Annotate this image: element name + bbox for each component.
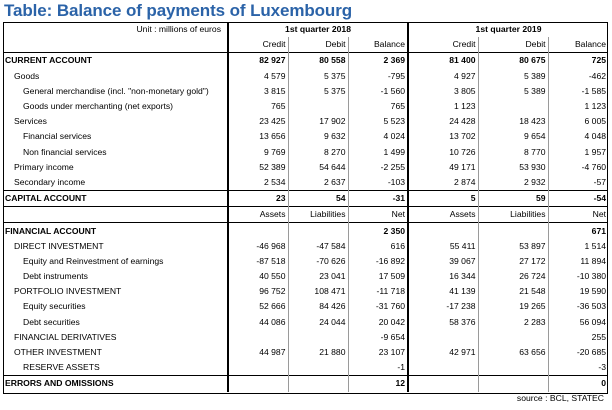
cell-value: 82 927 [228,53,288,69]
table-row [3,145,608,160]
row-label: Equity and Reinvestment of earnings [23,255,164,266]
cell-value: 725 [548,53,608,69]
cell-value: -9 654 [348,330,408,345]
cell-value [478,330,548,345]
cell-value: 4 024 [348,129,408,144]
cell-value: 1 514 [548,239,608,254]
cell-value: 2 932 [478,175,548,191]
table-row [3,360,608,376]
cell-value [288,330,348,345]
cell-value: -57 [548,175,608,191]
cell-value: Assets [408,207,478,223]
cell-value: 9 654 [478,129,548,144]
cell-value: 2 350 [348,223,408,239]
table-row [3,315,608,330]
cell-value: -87 518 [228,254,288,269]
cell-value: -3 [548,360,608,376]
cell-value: 2 534 [228,175,288,191]
cell-value: -16 892 [348,254,408,269]
cell-value: 17 509 [348,269,408,284]
cell-value: 84 426 [288,299,348,314]
table-row [3,223,608,239]
cell-value: 80 675 [478,53,548,69]
cell-value: 16 344 [408,269,478,284]
cell-value: 55 411 [408,239,478,254]
cell-value: 4 048 [548,129,608,144]
cell-value: Liabilities [288,207,348,223]
cell-value: 44 987 [228,345,288,360]
cell-value: -1 585 [548,84,608,99]
table-body [3,22,608,392]
cell-value: 5 389 [478,69,548,84]
cell-value: 1 957 [548,145,608,160]
cell-value: 5 523 [348,114,408,129]
row-label: Goods under merchanting (net exports) [23,101,173,112]
cell-value: 4 579 [228,69,288,84]
cell-value: -17 238 [408,299,478,314]
row-label: PORTFOLIO INVESTMENT [14,286,122,297]
table-row [3,53,608,69]
cell-value [228,223,288,239]
cell-value: 6 005 [548,114,608,129]
cell-value [288,223,348,239]
cell-value: 40 550 [228,269,288,284]
table-row [3,84,608,99]
table-row [3,99,608,114]
row-label: Secondary income [14,176,86,187]
row-label: ERRORS AND OMISSIONS [3,376,228,392]
cell-value: 24 044 [288,315,348,330]
cell-value [288,99,348,114]
table-row [3,269,608,284]
cell-value [408,330,478,345]
row-label: Debt instruments [23,271,88,282]
cell-value [478,223,548,239]
cell-value: 5 375 [288,84,348,99]
row-label: Non financial services [23,146,107,157]
row-label: Equity securities [23,301,86,312]
period-header-row [3,22,608,37]
row-label [3,207,228,223]
table-row [3,284,608,299]
cell-value: 4 927 [408,69,478,84]
source-note: source : BCL, STATEC [516,393,604,403]
cell-value: 3 815 [228,84,288,99]
cell-value: 54 [288,191,348,207]
cell-value: -1 [348,360,408,376]
cell-value: -2 255 [348,160,408,175]
period-2019: 1st quarter 2019 [408,22,608,37]
cell-value: Assets [228,207,288,223]
cell-value: 2 637 [288,175,348,191]
cell-value: 24 428 [408,114,478,129]
cell-value: 1 499 [348,145,408,160]
cell-value [408,360,478,376]
row-label: FINANCIAL DERIVATIVES [14,331,117,342]
cell-value: 63 656 [478,345,548,360]
table-row [3,114,608,129]
table-row [3,129,608,144]
cell-value: 27 172 [478,254,548,269]
row-label: Financial services [23,131,92,142]
cell-value: 2 874 [408,175,478,191]
cell-value: 765 [348,99,408,114]
cell-value: -20 685 [548,345,608,360]
cell-value: 10 726 [408,145,478,160]
cell-value: 9 632 [288,129,348,144]
cell-value: 21 880 [288,345,348,360]
cell-value: 1 123 [548,99,608,114]
cell-value: 19 590 [548,284,608,299]
cell-value [288,360,348,376]
cell-value: 17 902 [288,114,348,129]
cell-value: 12 [348,376,408,392]
cell-value [228,330,288,345]
col-header-debit-2019: Debit [478,37,548,53]
column-header-row [3,207,608,223]
cell-value: 19 265 [478,299,548,314]
cell-value [408,376,478,392]
cell-value: 59 [478,191,548,207]
col-header-debit-2018: Debit [288,37,348,53]
balance-of-payments-table [3,22,608,392]
cell-value: 8 770 [478,145,548,160]
cell-value: 2 283 [478,315,548,330]
table-row [3,160,608,175]
table-row [3,175,608,191]
col-header-credit-2018: Credit [228,37,288,53]
cell-value: -54 [548,191,608,207]
cell-value: 39 067 [408,254,478,269]
row-label: FINANCIAL ACCOUNT [3,223,228,239]
cell-value: 671 [548,223,608,239]
column-header-row [3,37,608,53]
col-header-balance-2019: Balance [548,37,608,53]
cell-value: 0 [548,376,608,392]
row-label: General merchandise (incl. "non-monetary gold") [23,85,209,96]
cell-value: 53 897 [478,239,548,254]
cell-value: 52 666 [228,299,288,314]
cell-value: -103 [348,175,408,191]
cell-value: 52 389 [228,160,288,175]
cell-value: 255 [548,330,608,345]
cell-value: 616 [348,239,408,254]
row-label: Goods [14,70,40,81]
cell-value: 23 [228,191,288,207]
cell-value: -1 560 [348,84,408,99]
row-label: RESERVE ASSETS [23,362,100,373]
row-label: CAPITAL ACCOUNT [3,191,228,207]
unit-label: Unit : millions of euros [136,24,221,35]
cell-value: -11 718 [348,284,408,299]
cell-value: -46 968 [228,239,288,254]
table-title: Table: Balance of payments of Luxembourg [4,1,353,20]
cell-value: 11 894 [548,254,608,269]
period-2018: 1st quarter 2018 [228,22,408,37]
cell-value: Liabilities [478,207,548,223]
row-label: Services [14,116,47,127]
table-row [3,330,608,345]
cell-value: 56 094 [548,315,608,330]
row-label: OTHER INVESTMENT [14,347,102,358]
cell-value: 108 471 [288,284,348,299]
cell-value: 5 [408,191,478,207]
row-label: Debt securities [23,316,80,327]
cell-value: -70 626 [288,254,348,269]
cell-value: 1 123 [408,99,478,114]
cell-value: 26 724 [478,269,548,284]
cell-value: -10 380 [548,269,608,284]
cell-value: 41 139 [408,284,478,299]
cell-value: -31 [348,191,408,207]
table-row [3,345,608,360]
cell-value [228,360,288,376]
cell-value: -31 760 [348,299,408,314]
cell-value: 81 400 [408,53,478,69]
cell-value: Net [548,207,608,223]
table-row [3,254,608,269]
table-row [3,239,608,254]
cell-value: 13 656 [228,129,288,144]
cell-value: 5 375 [288,69,348,84]
cell-value [408,223,478,239]
cell-value: 80 558 [288,53,348,69]
cell-value: 53 930 [478,160,548,175]
col-header-credit-2019: Credit [408,37,478,53]
cell-value: 8 270 [288,145,348,160]
cell-value: 58 376 [408,315,478,330]
cell-value: 23 107 [348,345,408,360]
table-row [3,191,608,207]
cell-value: 765 [228,99,288,114]
table-row [3,69,608,84]
cell-value: 42 971 [408,345,478,360]
table-row [3,299,608,314]
cell-value: -47 584 [288,239,348,254]
cell-value: 54 644 [288,160,348,175]
cell-value [288,376,348,392]
cell-value: 96 752 [228,284,288,299]
cell-value [478,99,548,114]
cell-value: 9 769 [228,145,288,160]
cell-value: 18 423 [478,114,548,129]
cell-value: -462 [548,69,608,84]
cell-value: -795 [348,69,408,84]
row-label: DIRECT INVESTMENT [14,240,104,251]
cell-value: 23 425 [228,114,288,129]
cell-value: 13 702 [408,129,478,144]
cell-value [478,360,548,376]
cell-value: Net [348,207,408,223]
cell-value: -4 760 [548,160,608,175]
cell-value [478,376,548,392]
cell-value: 2 369 [348,53,408,69]
cell-value: 49 171 [408,160,478,175]
header-blank [3,37,228,53]
cell-value: 3 805 [408,84,478,99]
cell-value: -36 503 [548,299,608,314]
col-header-balance-2018: Balance [348,37,408,53]
row-label: Primary income [14,161,74,172]
cell-value: 23 041 [288,269,348,284]
cell-value: 5 389 [478,84,548,99]
cell-value: 44 086 [228,315,288,330]
cell-value: 21 548 [478,284,548,299]
cell-value [228,376,288,392]
table-row [3,376,608,392]
row-label: CURRENT ACCOUNT [3,53,228,69]
cell-value: 20 042 [348,315,408,330]
